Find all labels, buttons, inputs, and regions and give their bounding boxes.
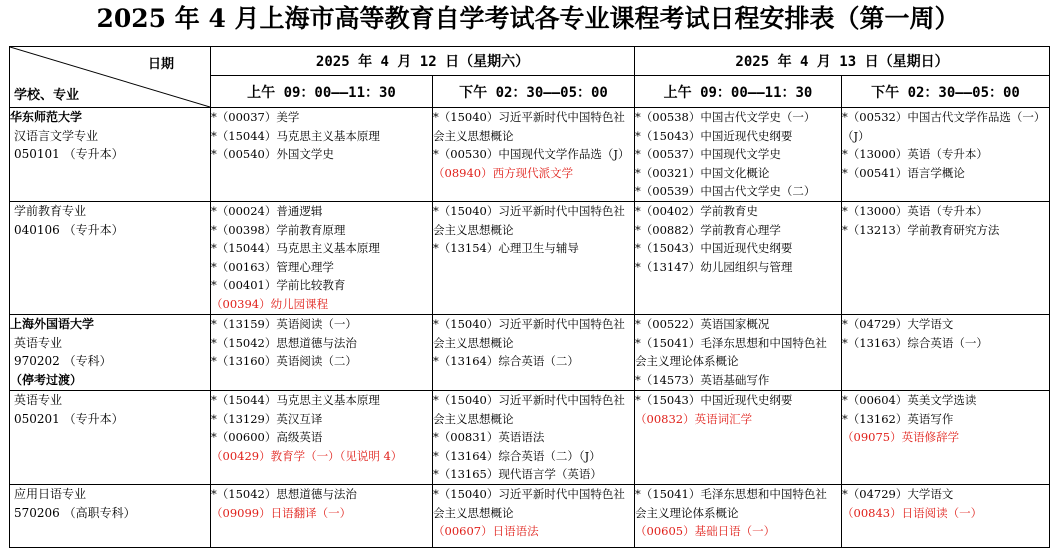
session-cell	[433, 315, 635, 391]
session-cell	[211, 391, 433, 485]
major-cell	[10, 108, 211, 202]
course-item: *（00540）外国文学史	[211, 147, 334, 162]
course-item: *（00163）管理心理学	[211, 259, 334, 274]
course-item: *（00037）美学	[211, 110, 300, 124]
course-item: *（13154）心理卫生与辅导	[433, 241, 579, 256]
course-item: *（00402）学前教育史	[635, 204, 758, 218]
course-item: *（13159）英语阅读（一）	[211, 317, 357, 331]
course-item: *（15040）习近平新时代中国特色社会主义思想概论	[433, 487, 625, 520]
session-cell	[635, 391, 842, 485]
major-code: 050101 （专升本）	[14, 147, 124, 162]
course-item: *（15040）习近平新时代中国特色社会主义思想概论	[433, 110, 625, 143]
course-item: *（13129）英汉互译	[211, 411, 323, 426]
course-item: *（00530）中国现代文学作品选（J）	[433, 147, 630, 162]
schedule-table	[9, 46, 1050, 548]
major-code: 050201 （专升本）	[14, 411, 124, 426]
course-item: *（15044）马克思主义基本原理	[211, 128, 380, 143]
course-item: *（00882）学前教育心理学	[635, 222, 781, 237]
course-item: *（13000）英语（专升本）	[842, 204, 988, 218]
session-cell	[842, 108, 1050, 202]
course-item: *（13163）综合英语（一）	[842, 335, 988, 350]
session-cell	[211, 485, 433, 548]
course-item: *（00600）高级英语	[211, 430, 323, 445]
course-item: *（04729）大学语文	[842, 317, 954, 331]
school-label: 学校、专业	[14, 88, 80, 103]
course-item: *（00024）普通逻辑	[211, 204, 323, 218]
session-cell	[433, 391, 635, 485]
course-item: （00843）日语阅读（一）	[842, 505, 983, 520]
session-cell	[433, 108, 635, 202]
course-item: *（00604）英美文学选读	[842, 393, 977, 407]
course-item: *（00532）中国古代文学作品选（一）（J）	[842, 110, 1040, 143]
course-item: *（00522）英语国家概况	[635, 317, 770, 331]
session-cell	[635, 202, 842, 315]
session-cell	[635, 108, 842, 202]
session-cell	[635, 485, 842, 548]
corner-header	[10, 47, 211, 108]
major-name: 汉语言文学专业	[14, 128, 99, 143]
course-item: *（15043）中国近现代史纲要	[635, 128, 793, 143]
major-name: 学前教育专业	[14, 204, 87, 218]
course-item: *（13213）学前教育研究方法	[842, 222, 1000, 237]
table-row	[10, 315, 1050, 391]
course-item: *（00541）语言学概论	[842, 165, 965, 180]
time-header-4: 下午 02：30——05：00	[842, 76, 1050, 108]
day-header-2: 2025 年 4 月 13 日（星期日）	[635, 47, 1050, 76]
session-cell	[211, 108, 433, 202]
table-row	[10, 108, 1050, 202]
course-item: *（15042）思想道德与法治	[211, 335, 357, 350]
course-item: *（15044）马克思主义基本原理	[211, 241, 380, 256]
table-row	[10, 202, 1050, 315]
session-cell	[211, 202, 433, 315]
course-item: *（15044）马克思主义基本原理	[211, 393, 380, 407]
major-code: 970202 （专科）	[14, 354, 112, 369]
course-item: *（13164）综合英语（二）	[433, 354, 579, 369]
major-name: 英语专业	[14, 393, 63, 407]
course-item: *（15043）中国近现代史纲要	[635, 241, 793, 256]
university-name: 华东师范大学	[10, 110, 83, 124]
course-item: *（15042）思想道德与法治	[211, 487, 357, 501]
session-cell	[842, 315, 1050, 391]
course-item: *（00538）中国古代文学史（一）	[635, 110, 816, 124]
course-item: *（15040）习近平新时代中国特色社会主义思想概论	[433, 317, 625, 350]
course-item: *（13165）现代语言学（英语）	[433, 467, 602, 482]
time-header-1: 上午 09：00——11：30	[211, 76, 433, 108]
day-header-1: 2025 年 4 月 12 日（星期六）	[211, 47, 635, 76]
course-item: *（13162）英语写作	[842, 411, 954, 426]
major-cell	[10, 202, 211, 315]
session-cell	[433, 202, 635, 315]
course-item: *（14573）英语基础写作	[635, 372, 770, 387]
course-item: *（15041）毛泽东思想和中国特色社会主义理论体系概论	[635, 487, 827, 520]
course-item: *（15040）习近平新时代中国特色社会主义思想概论	[433, 204, 625, 237]
session-cell	[211, 315, 433, 391]
course-item: （00429）教育学（一）（见说明 4）	[211, 448, 403, 463]
course-item: *（13000）英语（专升本）	[842, 147, 988, 162]
page-title: 2025 年 4 月上海市高等教育自学考试各专业课程考试日程安排表（第一周）	[96, 4, 960, 33]
date-label: 日期	[147, 57, 174, 72]
course-item: *（15041）毛泽东思想和中国特色社会主义理论体系概论	[635, 335, 827, 369]
major-name: 应用日语专业	[14, 487, 87, 501]
course-item: *（00831）英语语法	[433, 430, 545, 445]
major-name: 英语专业	[14, 335, 63, 350]
session-cell	[433, 485, 635, 548]
course-item: （09099）日语翻译（一）	[211, 505, 352, 520]
course-item: *（13147）幼儿园组织与管理	[635, 259, 793, 274]
course-item: *（00537）中国现代文学史	[635, 147, 781, 162]
schedule-body	[10, 108, 1050, 548]
session-cell	[842, 202, 1050, 315]
course-item: *（00398）学前教育原理	[211, 222, 346, 237]
course-item: *（13164）综合英语（二）（J）	[433, 448, 601, 463]
time-header-2: 下午 02：30——05：00	[433, 76, 635, 108]
course-item: *（13160）英语阅读（二）	[211, 354, 357, 369]
course-item: *（00539）中国古代文学史（二）	[635, 184, 816, 199]
course-item: *（15043）中国近现代史纲要	[635, 393, 793, 407]
course-item: （09075）英语修辞学	[842, 430, 960, 445]
course-item: *（00401）学前比较教育	[211, 278, 346, 293]
major-cell	[10, 315, 211, 391]
course-item: *（00321）中国文化概论	[635, 165, 770, 180]
major-note: （停考过渡）	[10, 372, 83, 387]
course-item: （00607）日语语法	[433, 524, 539, 539]
major-cell	[10, 391, 211, 485]
time-header-3: 上午 09：00——11：30	[635, 76, 842, 108]
university-name: 上海外国语大学	[10, 317, 95, 331]
major-code: 570206 （高职专科）	[14, 505, 136, 520]
table-row	[10, 485, 1050, 548]
major-code: 040106 （专升本）	[14, 222, 124, 237]
course-item: （00605）基础日语（一）	[635, 524, 776, 539]
session-cell	[842, 485, 1050, 548]
course-item: （00394）幼儿园课程	[211, 296, 329, 311]
session-cell	[635, 315, 842, 391]
course-item: （08940）西方现代派文学	[433, 165, 574, 180]
table-row	[10, 391, 1050, 485]
major-cell	[10, 485, 211, 548]
session-cell	[842, 391, 1050, 485]
course-item: *（15040）习近平新时代中国特色社会主义思想概论	[433, 393, 625, 426]
course-item: *（04729）大学语文	[842, 487, 954, 501]
course-item: （00832）英语词汇学	[635, 411, 753, 426]
